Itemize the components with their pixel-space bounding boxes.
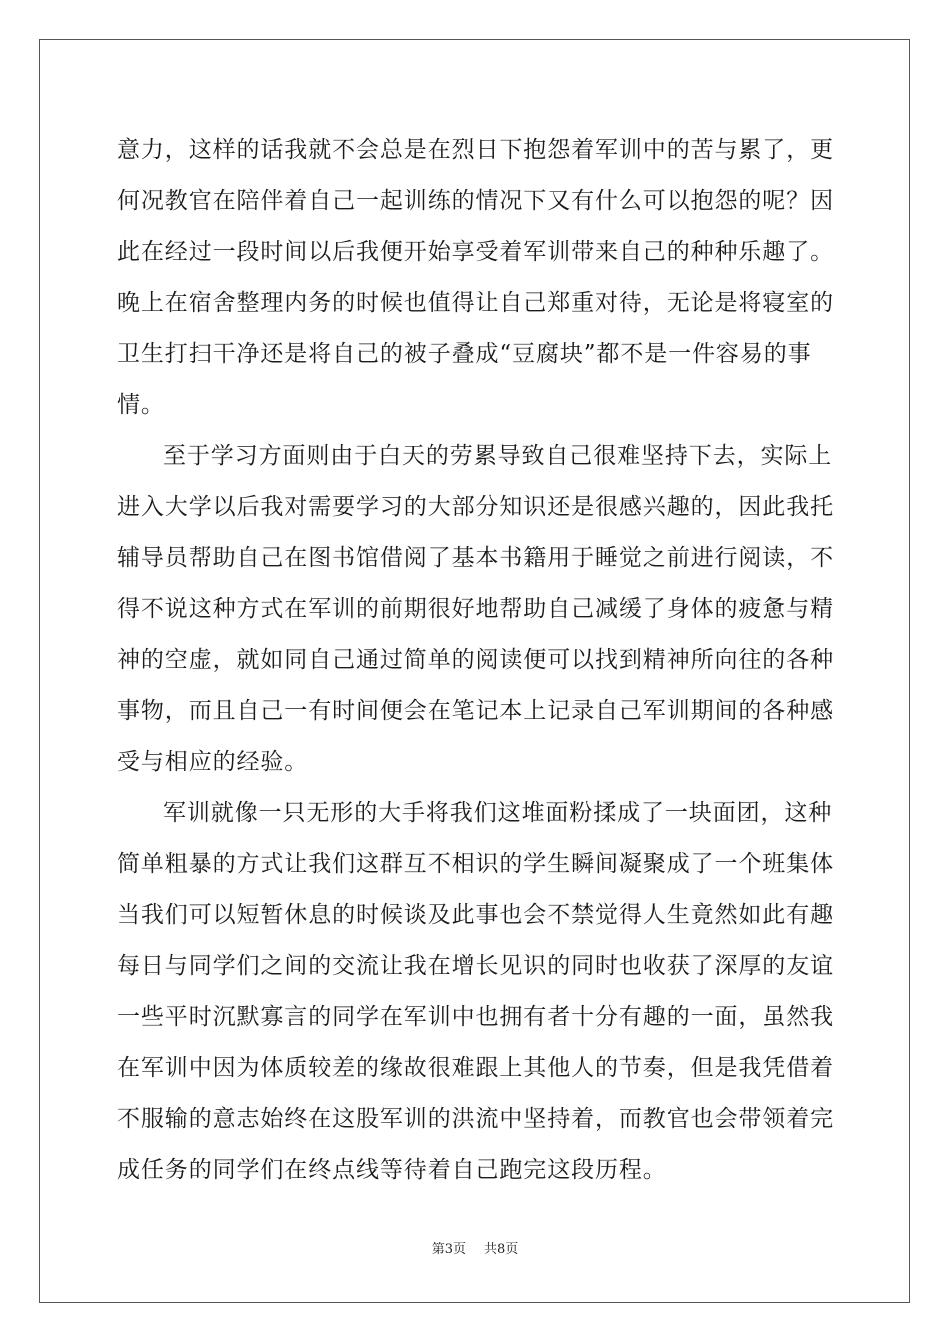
text-line: 卫生打扫干净还是将自己的被子叠成“豆腐块”都不是一件容易的事 <box>117 341 812 367</box>
text-line: 在军训中因为体质较差的缘故很难跟上其他人的节奏，但是我凭借着 <box>117 1055 834 1081</box>
text-line: 事物，而且自己一有时间便会在笔记本上记录自己军训期间的各种感 <box>117 698 834 724</box>
text-line: 此在经过一段时间以后我便开始享受着军训带来自己的种种乐趣了。 <box>117 239 834 265</box>
text-line: 何况教官在陪伴着自己一起训练的情况下又有什么可以抱怨的呢？因 <box>117 188 834 214</box>
text-line: 受与相应的经验。 <box>117 749 309 775</box>
text-line: 进入大学以后我对需要学习的大部分知识还是很感兴趣的，因此我托 <box>117 494 834 520</box>
page-number: 第3页 <box>431 1242 466 1257</box>
text-line: 简单粗暴的方式让我们这群互不相识的学生瞬间凝聚成了一个班集体 <box>117 851 834 877</box>
text-line: 得不说这种方式在军训的前期很好地帮助自己减缓了身体的疲惫与精 <box>117 596 834 622</box>
text-line: 不服输的意志始终在这股军训的洪流中坚持着，而教官也会带领着完 <box>117 1106 834 1132</box>
text-line: 意力，这样的话我就不会总是在烈日下抱怨着军训中的苦与累了，更 <box>117 137 834 163</box>
document-body <box>117 125 837 1196</box>
text-line: 情。 <box>117 392 165 418</box>
text-line: 一些平时沉默寡言的同学在军训中也拥有者十分有趣的一面，虽然我 <box>117 1004 834 1030</box>
text-line: 晚上在宿舍整理内务的时候也值得让自己郑重对待，无论是将寝室的 <box>117 290 834 316</box>
text-line: 当我们可以短暂休息的时候谈及此事也会不禁觉得人生竟然如此有趣 <box>117 902 834 928</box>
total-pages: 共8页 <box>484 1242 519 1257</box>
paragraph-first-line: 军训就像一只无形的大手将我们这堆面粉揉成了一块面团，这种 <box>163 800 833 826</box>
paragraph-first-line: 至于学习方面则由于白天的劳累导致自己很难坚持下去，实际上 <box>163 443 833 469</box>
text-line: 每日与同学们之间的交流让我在增长见识的同时也收获了深厚的友谊 <box>117 953 834 979</box>
page-footer <box>0 1240 950 1260</box>
text-line: 辅导员帮助自己在图书馆借阅了基本书籍用于睡觉之前进行阅读，不 <box>117 545 834 571</box>
text-line: 成任务的同学们在终点线等待着自己跑完这段历程。 <box>117 1157 667 1183</box>
text-line: 神的空虚，就如同自己通过简单的阅读便可以找到精神所向往的各种 <box>117 647 834 673</box>
